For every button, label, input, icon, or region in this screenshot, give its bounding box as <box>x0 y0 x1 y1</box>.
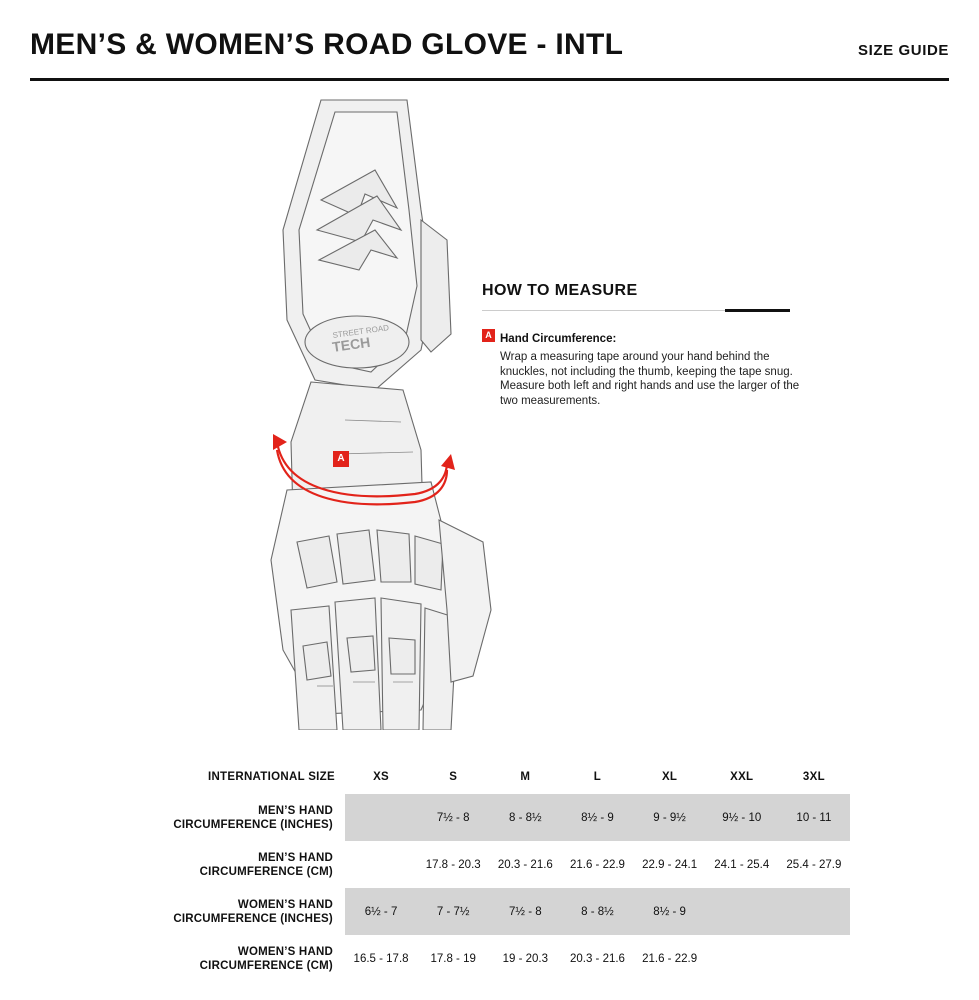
table-row <box>135 888 850 935</box>
table-cell: 7½ - 8 <box>417 794 489 841</box>
table-cell: 20.3 - 21.6 <box>561 935 633 982</box>
table-cell: 16.5 - 17.8 <box>345 935 417 982</box>
table-cell: 6½ - 7 <box>345 888 417 935</box>
table-cell <box>778 935 850 982</box>
table-header-size: M <box>520 771 531 783</box>
how-to-measure-heading: HOW TO MEASURE <box>482 282 638 299</box>
table-header-size: L <box>593 771 602 783</box>
table-row-label: WOMEN’S HAND CIRCUMFERENCE (INCHES) <box>135 888 345 935</box>
measure-badge-a: A <box>482 329 495 342</box>
table-cell: 21.6 - 22.9 <box>561 841 633 888</box>
table-cell: 22.9 - 24.1 <box>634 841 706 888</box>
measure-item-label: Hand Circumference: <box>500 333 617 345</box>
table-row-label: MEN’S HAND CIRCUMFERENCE (INCHES) <box>135 794 345 841</box>
svg-text:STREET ROAD: STREET ROAD <box>332 323 390 340</box>
page-header <box>30 28 949 80</box>
table-header-size: XXL <box>730 771 754 783</box>
how-to-measure-section <box>482 282 802 407</box>
table-row <box>135 794 850 841</box>
page-title: MEN’S & WOMEN’S ROAD GLOVE - INTL <box>30 28 624 61</box>
table-cell: 8 - 8½ <box>561 888 633 935</box>
table-cell <box>706 888 778 935</box>
table-header-size: 3XL <box>802 771 825 783</box>
table-row-label: WOMEN’S HAND CIRCUMFERENCE (CM) <box>135 935 345 982</box>
size-table-wrapper <box>135 760 850 982</box>
table-row <box>135 841 850 888</box>
table-cell: 8½ - 9 <box>561 794 633 841</box>
table-cell <box>345 841 417 888</box>
measure-item-text: Wrap a measuring tape around your hand behind the knuckles, not including the thumb, keeping the tape snug. Measure both left and right hands and use the larger of the two measurements. <box>500 351 800 407</box>
table-cell: 20.3 - 21.6 <box>489 841 561 888</box>
table-row <box>135 935 850 982</box>
table-header-size: XL <box>661 771 678 783</box>
table-cell <box>778 888 850 935</box>
size-guide-badge <box>858 42 949 60</box>
table-row-label: MEN’S HAND CIRCUMFERENCE (CM) <box>135 841 345 888</box>
table-cell: 8½ - 9 <box>634 888 706 935</box>
table-cell: 10 - 11 <box>778 794 850 841</box>
table-cell <box>706 935 778 982</box>
header-divider <box>30 78 949 81</box>
how-to-measure-item <box>482 329 802 408</box>
svg-text:TECH: TECH <box>331 333 372 355</box>
table-cell: 21.6 - 22.9 <box>634 935 706 982</box>
measure-marker-a: A <box>333 451 349 467</box>
table-cell: 25.4 - 27.9 <box>778 841 850 888</box>
how-to-measure-divider-accent <box>725 309 790 312</box>
table-header-size: XS <box>373 771 390 783</box>
table-header-row <box>135 760 850 794</box>
table-cell <box>345 794 417 841</box>
size-guide-label: SIZE GUIDE <box>857 42 949 59</box>
size-table <box>135 760 850 982</box>
table-cell: 9½ - 10 <box>706 794 778 841</box>
table-header-label: INTERNATIONAL SIZE <box>207 771 335 783</box>
table-cell: 17.8 - 20.3 <box>417 841 489 888</box>
table-cell: 7½ - 8 <box>489 888 561 935</box>
table-cell: 17.8 - 19 <box>417 935 489 982</box>
table-cell: 7 - 7½ <box>417 888 489 935</box>
glove-illustration <box>225 90 545 730</box>
table-cell: 19 - 20.3 <box>489 935 561 982</box>
table-cell: 8 - 8½ <box>489 794 561 841</box>
table-header-size: S <box>449 771 458 783</box>
table-cell: 24.1 - 25.4 <box>706 841 778 888</box>
table-cell: 9 - 9½ <box>634 794 706 841</box>
